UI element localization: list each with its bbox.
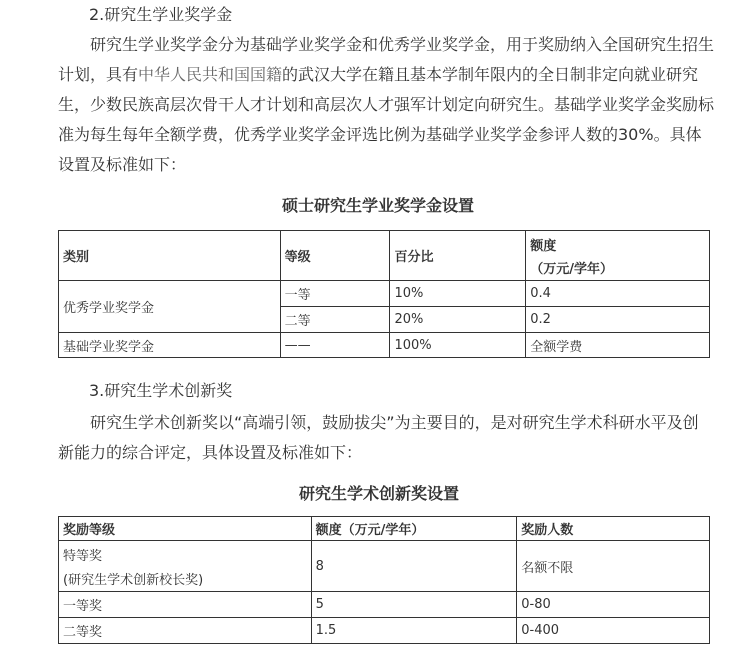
cell-award-level: 一等奖 bbox=[59, 592, 312, 618]
cell-category: 优秀学业奖学金 bbox=[59, 281, 281, 333]
section-2-text-a: 研究生学业奖学金分为基础学业奖学金和优秀学业奖学金，用于奖励纳入全国研究生招生计划，具有 bbox=[58, 35, 715, 84]
table-1-header-row bbox=[59, 231, 710, 281]
cell-percent: 100% bbox=[390, 333, 526, 358]
section-3-text: 研究生学术创新奖以“高端引领，鼓励拔尖”为主要目的，是对研究生学术科研水平及创新能力的综合评定，具体设置及标准如下： bbox=[58, 413, 699, 462]
cell-percent: 20% bbox=[390, 307, 526, 333]
cell-category: 基础学业奖学金 bbox=[59, 333, 281, 358]
cell-amount: 0.2 bbox=[526, 307, 710, 333]
table-2-header-row bbox=[59, 517, 710, 541]
cell-award-amount: 8 bbox=[311, 541, 517, 592]
header-percent: 百分比 bbox=[390, 231, 526, 281]
cell-level: —— bbox=[280, 333, 390, 358]
award-level-subtitle: (研究生学术创新校长奖) bbox=[63, 572, 204, 588]
cell-award-count: 0-80 bbox=[517, 592, 710, 618]
header-award-level: 奖励等级 bbox=[59, 517, 312, 541]
table-row bbox=[59, 281, 710, 307]
cell-percent: 10% bbox=[390, 281, 526, 307]
header-amount bbox=[526, 231, 710, 281]
master-scholarship-table bbox=[58, 230, 710, 358]
header-category: 类别 bbox=[59, 231, 281, 281]
section-2-heading: 2.研究生学业奖学金 bbox=[89, 5, 233, 24]
header-award-amount: 额度（万元/学年） bbox=[311, 517, 517, 541]
cell-award-amount: 5 bbox=[311, 592, 517, 618]
section-2-text-b: 的武汉大学在籍且基本学制年限内的全日制非定向就业研究生，少数民族高层次骨干人才计划和高层次人才强军计划定向研究生。基础学业奖学金奖励标准为每生每年全额学费，优秀学业奖学金评选比例为基础学业奖学金参评人数的30%。具体设置及标准如下： bbox=[58, 65, 715, 174]
cell-award-count: 0-400 bbox=[517, 618, 710, 644]
cell-amount: 0.4 bbox=[526, 281, 710, 307]
table-row bbox=[59, 541, 710, 592]
table-1-caption: 硕士研究生学业奖学金设置 bbox=[282, 196, 475, 215]
award-level-name: 特等奖 bbox=[63, 548, 103, 564]
cell-level: 二等 bbox=[280, 307, 390, 333]
section-3-paragraph bbox=[58, 408, 714, 468]
table-row bbox=[59, 618, 710, 644]
cell-award-level: 二等奖 bbox=[59, 618, 312, 644]
header-amount-line2: （万元/学年） bbox=[530, 261, 614, 277]
header-award-count: 奖励人数 bbox=[517, 517, 710, 541]
header-level: 等级 bbox=[280, 231, 390, 281]
innovation-award-table bbox=[58, 516, 710, 644]
section-2-paragraph bbox=[58, 30, 714, 180]
cell-amount: 全额学费 bbox=[526, 333, 710, 358]
cell-award-count: 名额不限 bbox=[517, 541, 710, 592]
table-row bbox=[59, 592, 710, 618]
cell-level: 一等 bbox=[280, 281, 390, 307]
table-row bbox=[59, 333, 710, 358]
cell-award-amount: 1.5 bbox=[311, 618, 517, 644]
cell-award-level bbox=[59, 541, 312, 592]
nationality-phrase: 中华人民共和国国籍 bbox=[138, 65, 283, 84]
header-amount-line1: 额度 bbox=[530, 238, 557, 254]
section-3-heading: 3.研究生学术创新奖 bbox=[89, 381, 233, 400]
table-2-caption: 研究生学术创新奖设置 bbox=[299, 484, 460, 503]
